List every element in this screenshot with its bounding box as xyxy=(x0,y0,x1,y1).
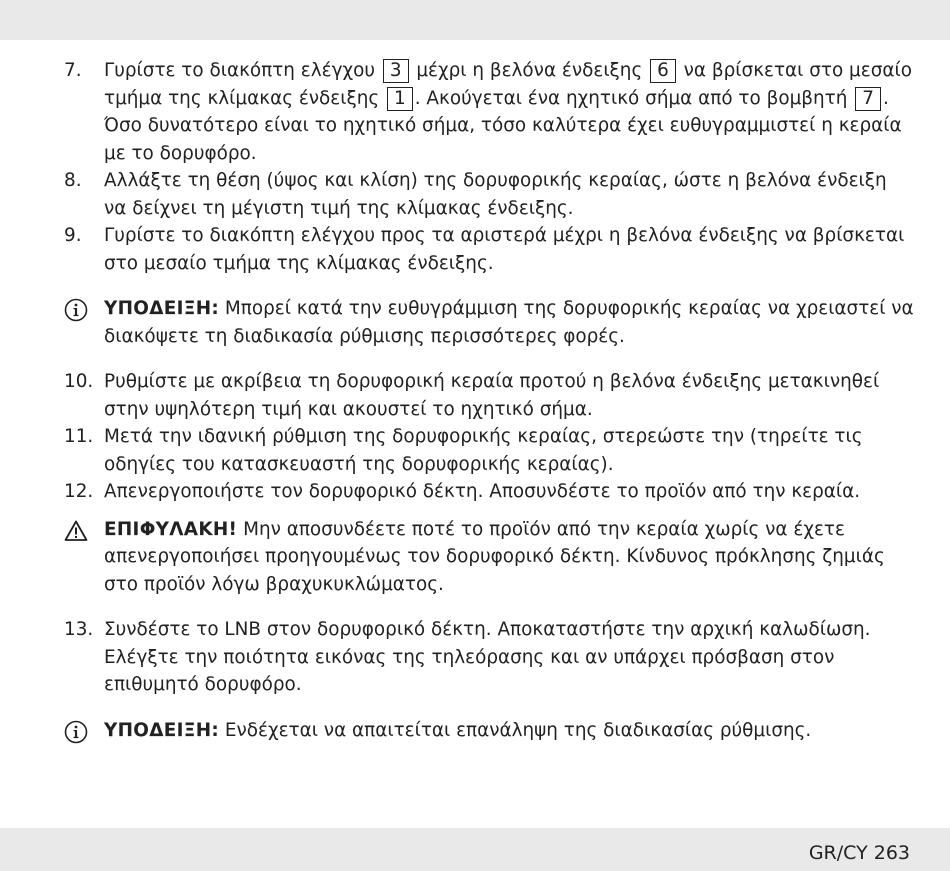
step-number: 8. xyxy=(64,170,82,191)
steps-list-c xyxy=(64,616,914,699)
step-number: 7. xyxy=(64,60,82,81)
ref-box-7: 7 xyxy=(855,87,881,111)
step-9 xyxy=(64,222,914,277)
step-8 xyxy=(64,167,914,222)
step-number: 11. xyxy=(64,426,94,447)
warning-label: ΕΠΙΦΥΛΑΚΗ! xyxy=(104,518,238,540)
step-13 xyxy=(64,616,914,699)
step-text: . Όσο δυνατότερο είναι το ηχητικό σήμα, τόσο καλύτερα έχει ευθυγραμμιστεί η κεραία με το δορυφόρο. xyxy=(104,87,902,164)
step-text: Απενεργοποιήστε τον δορυφορικό δέκτη. Αποσυνδέστε το προϊόν από την κεραία. xyxy=(104,481,861,502)
ref-box-1: 1 xyxy=(387,87,413,111)
note-label: ΥΠΟΔΕΙΞΗ: xyxy=(104,298,220,319)
step-number: 12. xyxy=(64,481,94,502)
ref-box-6: 6 xyxy=(650,59,676,83)
note-text: Ενδέχεται να απαιτείται επανάληψη της διαδικασίας ρύθμισης. xyxy=(219,719,812,741)
step-text: Γυρίστε το διακόπτη ελέγχου xyxy=(104,60,381,81)
ref-box-3: 3 xyxy=(383,59,409,83)
warning-triangle-icon xyxy=(64,519,88,543)
step-number: 10. xyxy=(64,371,94,392)
step-number: 13. xyxy=(64,619,94,640)
manual-page-content xyxy=(64,57,914,744)
header-band xyxy=(0,0,950,40)
info-circle-icon xyxy=(64,298,88,322)
step-10 xyxy=(64,368,914,423)
step-text: Συνδέστε το LNB στον δορυφορικό δέκτη. Αποκαταστήστε την αρχική καλωδίωση. Ελέγξτε την ποιότητα εικόνας της τηλεόρασης και αν υπάρχει πρόσβαση στον επιθυμητό δορυφόρο. xyxy=(104,619,871,695)
info-circle-icon xyxy=(64,720,88,744)
warning-box xyxy=(64,516,914,599)
note-label: ΥΠΟΔΕΙΞΗ: xyxy=(104,719,220,741)
step-text: μέχρι η βελόνα ένδειξης xyxy=(410,60,649,81)
note-text: Μπορεί κατά την ευθυγράμμιση της δορυφορικής κεραίας να χρειαστεί να διακόψετε τη διαδικασία ρύθμισης περισσότερες φορές. xyxy=(104,298,914,347)
page-number: GR/CY 263 xyxy=(808,842,910,864)
note-box-1 xyxy=(64,295,914,350)
step-7 xyxy=(64,57,914,167)
note-box-2 xyxy=(64,717,914,745)
step-12 xyxy=(64,478,914,506)
steps-list-a xyxy=(64,57,914,277)
step-11 xyxy=(64,423,914,478)
step-text: Αλλάξτε τη θέση (ύψος και κλίση) της δορυφορικής κεραίας, ώστε η βελόνα ένδειξη να δείχνει τη μέγιστη τιμή της κλίμακας ένδειξης. xyxy=(104,170,887,219)
step-text: Ρυθμίστε με ακρίβεια τη δορυφορική κεραία προτού η βελόνα ένδειξης μετακινηθεί στην υψηλότερη τιμή και ακουστεί το ηχητικό σήμα. xyxy=(104,371,880,420)
step-text: Γυρίστε το διακόπτη ελέγχου προς τα αριστερά μέχρι η βελόνα ένδειξης να βρίσκεται στο μεσαίο τμήμα της κλίμακας ένδειξης. xyxy=(104,225,905,274)
step-text: να βρίσκεται στο μεσαίο τμήμα της κλίμακας ένδειξης xyxy=(104,60,912,109)
steps-list-b xyxy=(64,368,914,506)
step-text: . Ακούγεται ένα ηχητικό σήμα από το βομβητή xyxy=(414,87,854,109)
warning-text: Μην αποσυνδέετε ποτέ το προϊόν από την κεραία χωρίς να έχετε απενεργοποιήσει προηγουμένως τον δορυφορικό δέκτη. Κίνδυνος πρόκλησης ζημιάς στο προϊόν λόγω βραχυκυκλώματος. xyxy=(104,518,885,595)
footer-band xyxy=(0,828,950,871)
step-text: Μετά την ιδανική ρύθμιση της δορυφορικής κεραίας, στερεώστε την (τηρείτε τις οδηγίες του κατασκευαστή της δορυφορικής κεραίας). xyxy=(104,426,863,475)
step-number: 9. xyxy=(64,225,82,246)
